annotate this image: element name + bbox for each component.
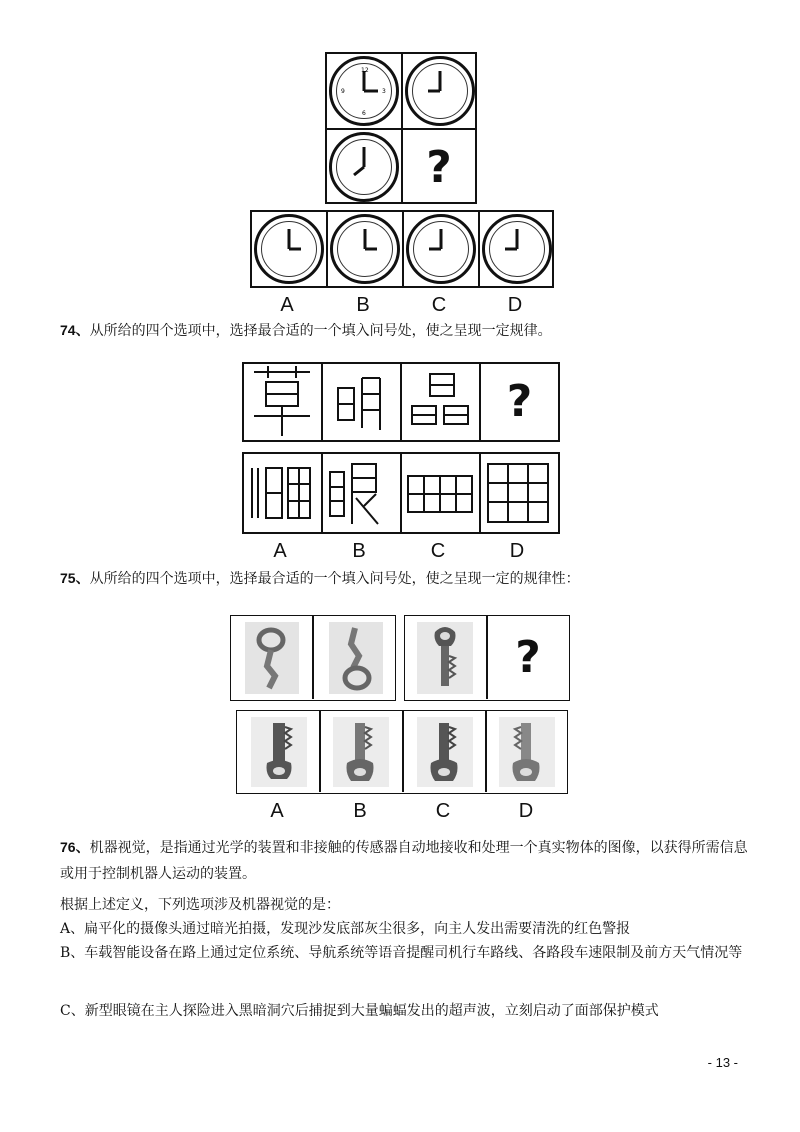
q76-option-a: A、扁平化的摄像头通过暗光拍摄，发现沙发底部灰尘很多，向主人发出需要清洗的红色警报 — [60, 921, 631, 937]
question-mark: ? — [506, 376, 533, 427]
option-label-d: D — [507, 294, 523, 316]
q76-definition: 76、机器视觉，是指通过光学的装置和非接触的传感器自动地接收和处理一个真实物体的图像，以获得所需信息或用于控制机器人运动的装置。 — [60, 839, 748, 882]
svg-text:6: 6 — [362, 110, 366, 117]
q74-option-figures — [244, 454, 558, 532]
q75-question-grid-left — [230, 615, 396, 701]
clock-icon — [254, 214, 324, 284]
option-label-a: A — [273, 540, 287, 562]
option-label-b: B — [353, 800, 367, 822]
q75-question: 75、从所给的四个选项中，选择最合适的一个填入问号处，使之呈现一定的规律性： — [60, 570, 580, 587]
key-icon — [231, 616, 394, 699]
q74-question: 74、从所给的四个选项中，选择最合适的一个填入问号处，使之呈现一定规律。 — [60, 322, 552, 339]
option-label-b: B — [356, 294, 370, 316]
option-label-c: C — [435, 800, 451, 822]
q76-option-c: C、新型眼镜在主人探险进入黑暗洞穴后捕捉到大量蝙蝠发出的超声波，立刻启动了面部保护模式 — [60, 1003, 659, 1019]
option-label-c: C — [430, 540, 446, 562]
option-label-d: D — [509, 540, 525, 562]
clock-icon — [405, 56, 475, 126]
q75-options-grid — [236, 710, 568, 794]
svg-text:12: 12 — [361, 67, 369, 74]
option-label-c: C — [431, 294, 447, 316]
svg-text:3: 3 — [382, 88, 386, 95]
clock-icon — [330, 214, 400, 284]
q76-option-b: B、车载智能设备在路上通过定位系统、导航系统等语音提醒司机行车路线、各路段车速限制及前方天气情况等 — [60, 945, 743, 961]
q76-prompt: 根据上述定义，下列选项涉及机器视觉的是： — [60, 897, 340, 913]
q74-question-grid — [242, 362, 560, 442]
q73-options-grid — [250, 210, 554, 288]
option-label-a: A — [280, 294, 294, 316]
key-icon — [405, 616, 487, 699]
option-label-a: A — [270, 800, 284, 822]
page-number: - 13 - — [707, 1055, 738, 1070]
option-label-b: B — [352, 540, 366, 562]
clock-icon — [482, 214, 552, 284]
q73-question-grid — [325, 52, 477, 204]
q75-option-keys — [237, 711, 566, 792]
q74-options-grid — [242, 452, 560, 534]
svg-text:9: 9 — [341, 88, 345, 95]
q75-question-grid-right — [404, 615, 570, 701]
option-label-d: D — [518, 800, 534, 822]
question-mark: ? — [515, 632, 541, 683]
clock-icon — [329, 56, 399, 126]
clock-icon — [406, 214, 476, 284]
clock-icon — [329, 132, 399, 202]
question-mark: ? — [426, 142, 452, 193]
